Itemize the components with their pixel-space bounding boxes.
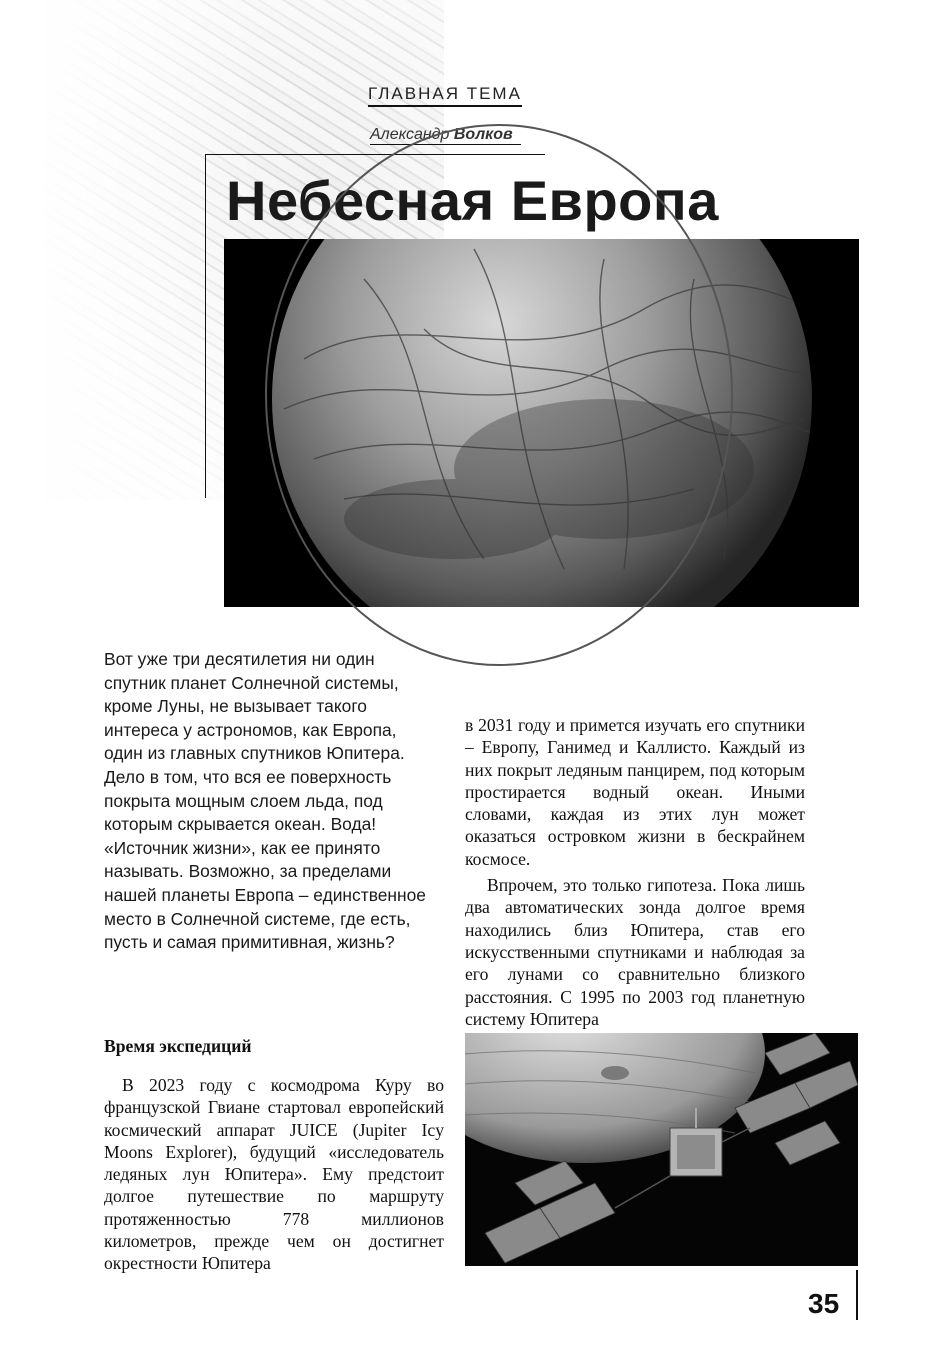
spacecraft-illustration (465, 1033, 858, 1266)
author-byline (370, 126, 521, 145)
author-first-name: Александр (370, 126, 450, 143)
page-number-rule (856, 1270, 858, 1320)
right-paragraph-1: в 2031 году и примется изучать его спутники – Европу, Ганимед и Каллисто. Каждый из них покрыт ледяным панцирем, под которым простирается водный океан. Иными словами, каждая из этих лун может оказаться островком жизни в бескрайнем космосе. (465, 715, 805, 869)
frame-line-left (205, 154, 206, 498)
europa-planet-illustration (224, 239, 859, 607)
article-title: Небесная Европа (226, 169, 719, 232)
intro-lead: Вот уже три десятилетия ни один спутник планет Солнечной системы, кроме Луны, не вызывает такого интереса у астрономов, как Европа, один из главных спутников Юпитера. Дело в том, что вся ее поверхность покрыта мощным слоем льда, под которым скрывается океан. Вода! «Источник жизни», как ее принято называть. Возможно, за пределами нашей планеты Европа – единственное место в Солнечной системе, где есть, пусть и самая примитивная, жизнь? (104, 649, 426, 953)
section-rubric: ГЛАВНАЯ ТЕМА (368, 84, 522, 107)
right-paragraph-2: Впрочем, это только гипотеза. Пока лишь два автоматических зонда долгое время находились близ Юпитера, став его искусственными спутниками и наблюдая за его лунами со сравнительно близкого расстояния. С 1995 по 2003 год планетную систему Юпитера (465, 875, 805, 1029)
left-paragraph: В 2023 году с космодрома Куру во французской Гвиане стартовал европейский космический аппарат JUICE (Jupiter Icy Moons Explorer), будущий «исследователь ледяных лун Юпитера». Ему предстоит долгое путешествие по маршруту протяженностью 778 миллионов километров, прежде чем он достигнет окрестности Юпитера (104, 1075, 444, 1274)
europa-photo (224, 239, 859, 607)
juice-spacecraft-photo (465, 1033, 858, 1266)
frame-line-top (205, 154, 545, 155)
page-number: 35 (808, 1288, 840, 1319)
section-heading: Время экспедиций (104, 1036, 252, 1056)
author-last-name: Волков (453, 126, 513, 143)
right-column (465, 714, 805, 1030)
